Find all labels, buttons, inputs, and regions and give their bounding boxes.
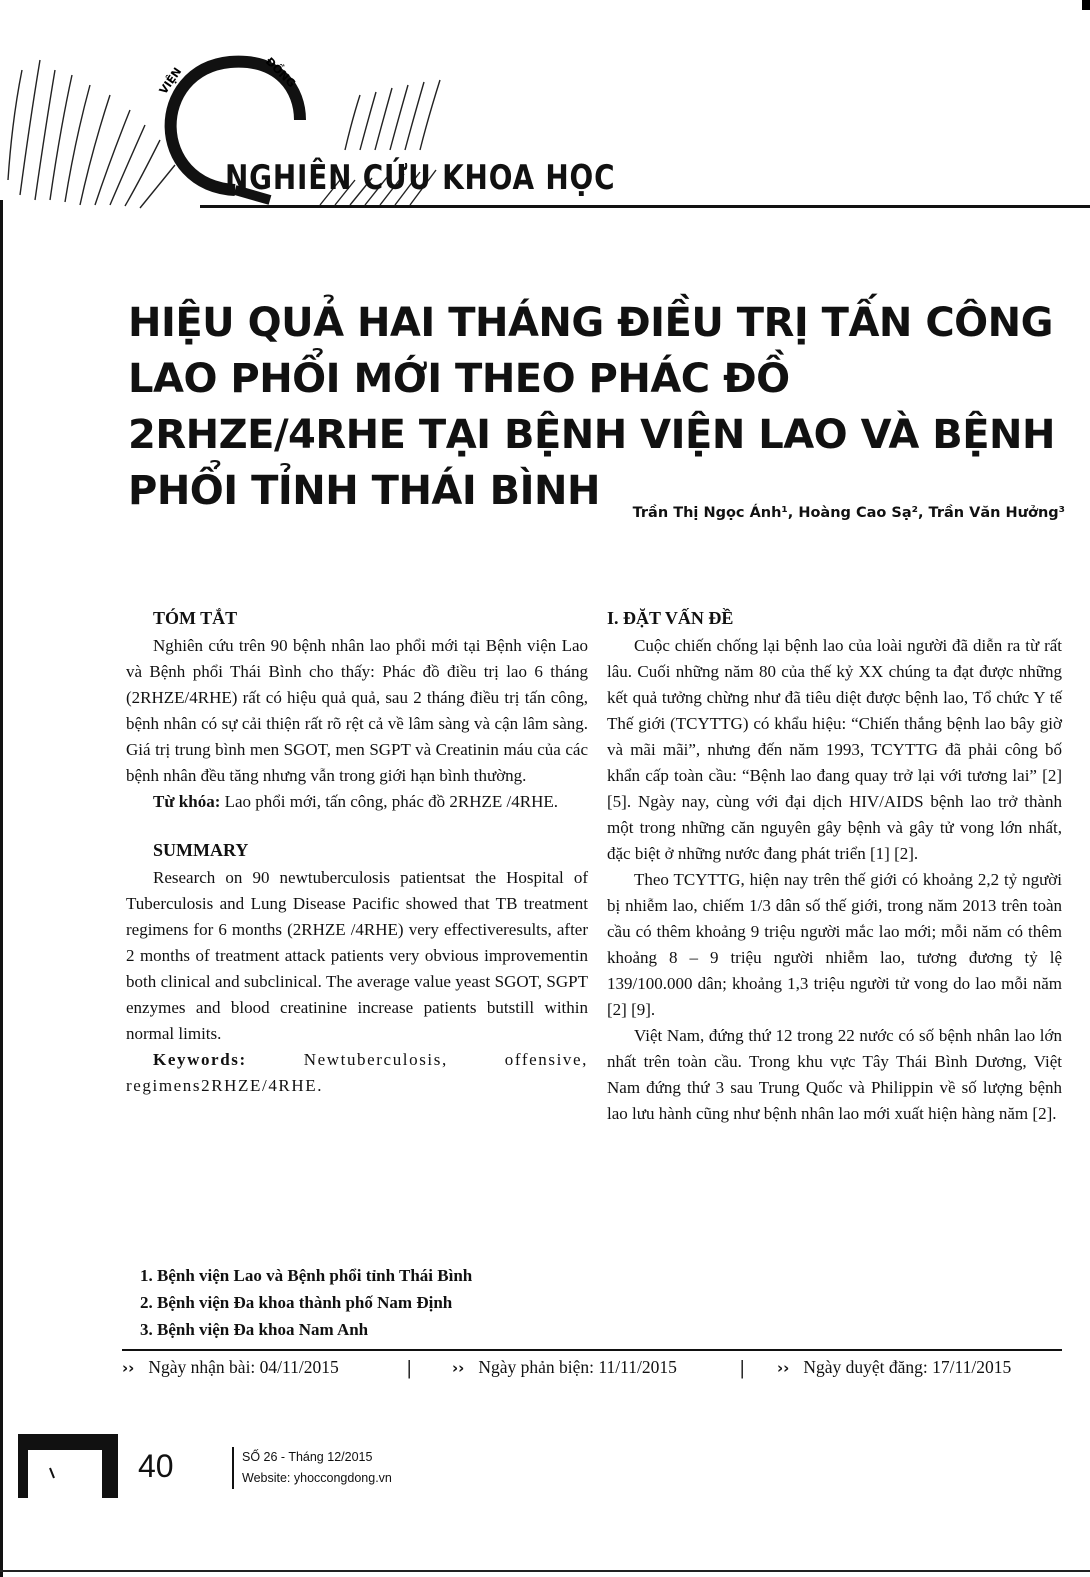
- accepted-date: [777, 1357, 1011, 1378]
- keywords-en: [126, 1047, 588, 1099]
- received-date-text: Ngày nhận bài: 04/11/2015: [148, 1357, 339, 1377]
- abstract-heading: TÓM TẮT: [153, 608, 238, 628]
- reviewed-date-text: Ngày phản biện: 11/11/2015: [478, 1357, 677, 1377]
- section-title: NGHIÊN CỨU KHOA HỌC: [225, 158, 616, 198]
- article-title: HIỆU QUẢ HAI THÁNG ĐIỀU TRỊ TẤN CÔNG LAO PHỔI MỚI THEO PHÁC ĐỒ 2RHZE/4RHE TẠI BỆNH VIỆN LAO VÀ BỆNH PHỔI TỈNH THÁI BÌNH: [128, 300, 1055, 514]
- issue-label: SỐ 26 - Tháng 12/2015: [242, 1450, 373, 1464]
- summary-heading: SUMMARY: [153, 840, 249, 860]
- keywords-text: Newtuberculosis, offensive, regimens2RHZE/4RHE.: [126, 1050, 588, 1095]
- date-separator: |: [740, 1357, 745, 1379]
- keywords-label: Keywords:: [153, 1050, 247, 1069]
- introduction-column: [607, 605, 1062, 1127]
- page-edge: [0, 200, 3, 1577]
- svg-text:VIỆN: VIỆN: [156, 65, 185, 97]
- accepted-date-text: Ngày duyệt đăng: 17/11/2015: [803, 1357, 1012, 1377]
- chevron-icon: ››: [122, 1359, 135, 1377]
- chevron-icon: ››: [452, 1359, 465, 1377]
- authors: Trần Thị Ngọc Ánh¹, Hoàng Cao Sạ², Trần Văn Hưởng³: [632, 505, 1065, 521]
- keywords-label: Từ khóa:: [153, 792, 221, 811]
- affiliation-item: 2. Bệnh viện Đa khoa thành phố Nam Định: [140, 1293, 453, 1312]
- affiliation-item: 1. Bệnh viện Lao và Bệnh phổi tỉnh Thái Bình: [140, 1266, 473, 1285]
- header-divider: [200, 205, 1090, 208]
- introduction-heading: I. ĐẶT VẤN ĐỀ: [607, 608, 734, 628]
- footer-divider: [122, 1349, 1062, 1351]
- reviewed-date: [452, 1357, 677, 1378]
- chevron-icon: ››: [777, 1359, 790, 1377]
- keywords-vi: [126, 789, 588, 815]
- date-separator: |: [407, 1357, 412, 1379]
- abstract-column: [126, 605, 588, 1099]
- corner-decoration-icon: [10, 1428, 125, 1503]
- crop-mark: [1082, 0, 1090, 10]
- bottom-divider: [0, 1570, 1090, 1572]
- introduction-paragraph: Cuộc chiến chống lại bệnh lao của loài người đã diễn ra từ rất lâu. Cuối những năm 80 của thế kỷ XX chúng ta đạt được những kết quả tưởng chừng như đã tiêu diệt được bệnh lao, Tổ chức Y tế Thế giới (TCYTTG) có khẩu hiệu: “Chiến thắng bệnh lao bây giờ và mãi mãi”, nhưng đến năm 1993, TCYTTG đã phải công bố khẩn cấp toàn cầu: “Bệnh lao đang quay trở lại với tương lai” [2] [5]. Ngày nay, cùng với đại dịch HIV/AIDS bệnh lao trở thành một trong những căn nguyên gây bệnh và gây tử vong lớn nhất, đặc biệt ở những nước đang phát triển [1] [2].: [607, 636, 1062, 863]
- abstract-body: Nghiên cứu trên 90 bệnh nhân lao phổi mới tại Bệnh viện Lao và Bệnh phổi Thái Bình cho thấy: Phác đồ điều trị lao 6 tháng (2RHZE/4RHE) rất có hiệu quả quả, sau 2 tháng điều trị tấn công, bệnh nhân có sự cải thiện rất rõ rệt cả về lâm sàng và cận lâm sàng. Giá trị trung bình men SGOT, men SGPT và Creatinin máu của các bệnh nhân đều tăng nhưng vẫn trong giới hạn bình thường.: [126, 636, 588, 785]
- introduction-paragraph: Theo TCYTTG, hiện nay trên thế giới có khoảng 2,2 tỷ người bị nhiễm lao, chiếm 1/3 dân số thế giới, trong năm 2013 trên toàn cầu có thêm khoảng 9 triệu người mắc lao mới; mỗi năm có thêm khoảng 8 – 9 triệu người nhiễm lao, tương đương tỷ lệ 139/100.000 dân; khoảng 1,3 triệu người tử vong do lao mỗi năm [2] [9].: [607, 870, 1062, 1019]
- website-label: Website: yhoccongdong.vn: [242, 1471, 392, 1485]
- page-number: 40: [138, 1448, 174, 1484]
- summary-body: Research on 90 newtuberculosis patientsat the Hospital of Tuberculosis and Lung Disease Pacific showed that TB treatment regimens for 6 months (2RHZE /4RHE) very effectiveresults, after 2 months of treatment attack patients very obvious improvementin both clinical and subclinical. The average value yeast SGOT, SGPT enzymes and blood creatinine increase patients butstill within normal limits.: [126, 868, 588, 1043]
- svg-text:ĐỒNG: ĐỒNG: [262, 54, 299, 91]
- affiliation-item: 3. Bệnh viện Đa khoa Nam Anh: [140, 1320, 369, 1339]
- introduction-paragraph: Việt Nam, đứng thứ 12 trong 22 nước có số bệnh nhân lao lớn nhất trên toàn cầu. Trong khu vực Tây Thái Bình Dương, Việt Nam đứng thứ 3 sau Trung Quốc và Philippin về số lượng bệnh lao lưu hành cũng như bệnh nhân lao mới xuất hiện hàng năm [2].: [607, 1026, 1062, 1123]
- issue-info: [232, 1447, 392, 1489]
- affiliations-list: [140, 1262, 472, 1343]
- keywords-text: Lao phổi mới, tấn công, phác đồ 2RHZE /4RHE.: [220, 792, 558, 811]
- received-date: [122, 1357, 339, 1378]
